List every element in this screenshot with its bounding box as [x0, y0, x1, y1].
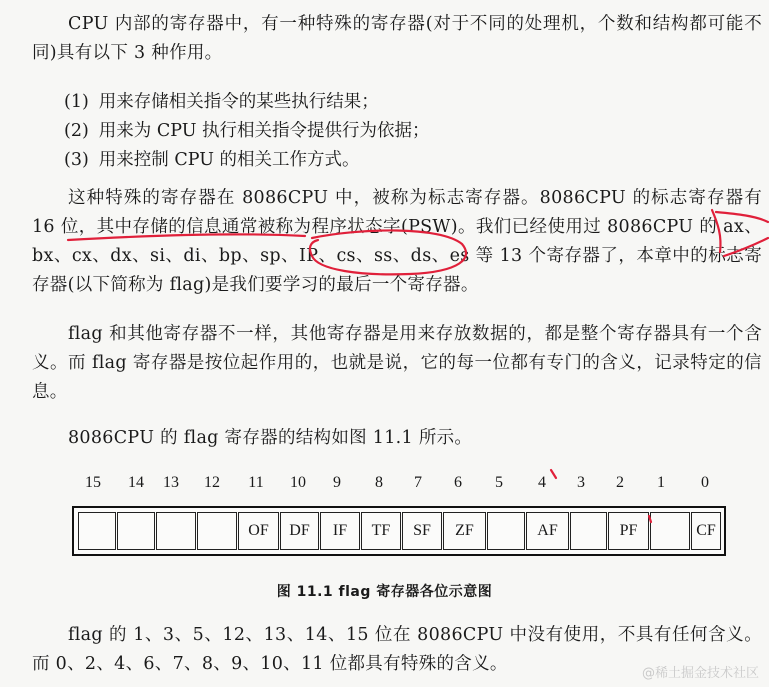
watermark: @稀土掘金技术社区 [641, 666, 759, 681]
bit-label: 1 [657, 474, 665, 491]
flag-register-diagram [72, 506, 726, 556]
register-cell-5 [487, 512, 525, 550]
register-cell-4: AF [526, 512, 569, 550]
paragraph-intro: CPU 内部的寄存器中，有一种特殊的寄存器(对于不同的处理机，个数和结构都可能不同)具有以下 3 种作用。 [32, 14, 762, 63]
register-cell-11: OF [238, 512, 279, 550]
bit-label: 3 [577, 474, 585, 491]
register-cell-0: CF [691, 512, 721, 550]
list-text: 用来存储相关指令的某些执行结果； [98, 92, 379, 112]
register-cell-2: PF [608, 512, 649, 550]
bit-label: 15 [85, 474, 101, 491]
register-cell-13 [156, 512, 196, 550]
bit-label: 0 [701, 474, 709, 491]
list-number: (1) [64, 92, 89, 112]
figure-caption: 图 11.1 flag 寄存器各位示意图 [276, 584, 493, 600]
register-cell-3 [570, 512, 607, 550]
bit-label: 4 [538, 474, 546, 491]
list-text: 用来控制 CPU 的相关工作方式。 [98, 150, 360, 170]
register-cell-14 [117, 512, 155, 550]
register-cell-15 [78, 512, 116, 550]
bit-label: 9 [333, 474, 341, 491]
list-number: (2) [64, 121, 89, 141]
list-item-3 [64, 146, 360, 175]
bit-label: 12 [204, 474, 220, 491]
bit-label: 8 [375, 474, 383, 491]
bit-label: 11 [248, 474, 264, 491]
register-cell-7: SF [402, 512, 442, 550]
register-cell-9: IF [320, 512, 360, 550]
paragraph-flag-difference: flag 和其他寄存器不一样，其他寄存器是用来存放数据的，都是整个寄存器具有一个含义。而 flag 寄存器是按位起作用的，也就是说，它的每一位都有专门的含义，记录特定的信息。 [32, 324, 762, 402]
list-item-2 [64, 117, 430, 146]
paragraph-bit-usage: flag 的 1、3、5、12、13、14、15 位在 8086CPU 中没有使用，不具有任何含义。而 0、2、4、6、7、8、9、10、11 位都具有特殊的含义。 [32, 625, 762, 674]
register-cell-1 [650, 512, 690, 550]
bit-label: 5 [495, 474, 503, 491]
register-cell-10: DF [280, 512, 319, 550]
bit-label: 7 [414, 474, 422, 491]
bit-label: 10 [290, 474, 306, 491]
paragraph-figure-ref: 8086CPU 的 flag 寄存器的结构如图 11.1 所示。 [68, 428, 473, 448]
register-cell-12 [197, 512, 237, 550]
list-item-1 [64, 88, 379, 117]
register-cell-8: TF [361, 512, 401, 550]
list-number: (3) [64, 150, 89, 170]
bit-label: 13 [163, 474, 179, 491]
list-text: 用来为 CPU 执行相关指令提供行为依据； [98, 121, 430, 141]
bit-label: 14 [128, 474, 144, 491]
paragraph-flag-register: 这种特殊的寄存器在 8086CPU 中，被称为标志寄存器。8086CPU 的标志寄存器有 16 位，其中存储的信息通常被称为程序状态字(PSW)。我们已经使用过 8086CPU 的 ax、bx、cx、dx、si、di、bp、sp、IP、cs、ss、ds、es 等 13 个寄存器了，本章中的标志寄存器(以下简称为 flag)是我们要学习的最后一个寄存器。 [32, 188, 762, 295]
register-cell-6: ZF [443, 512, 486, 550]
bit-label: 6 [454, 474, 462, 491]
bit-label: 2 [616, 474, 624, 491]
